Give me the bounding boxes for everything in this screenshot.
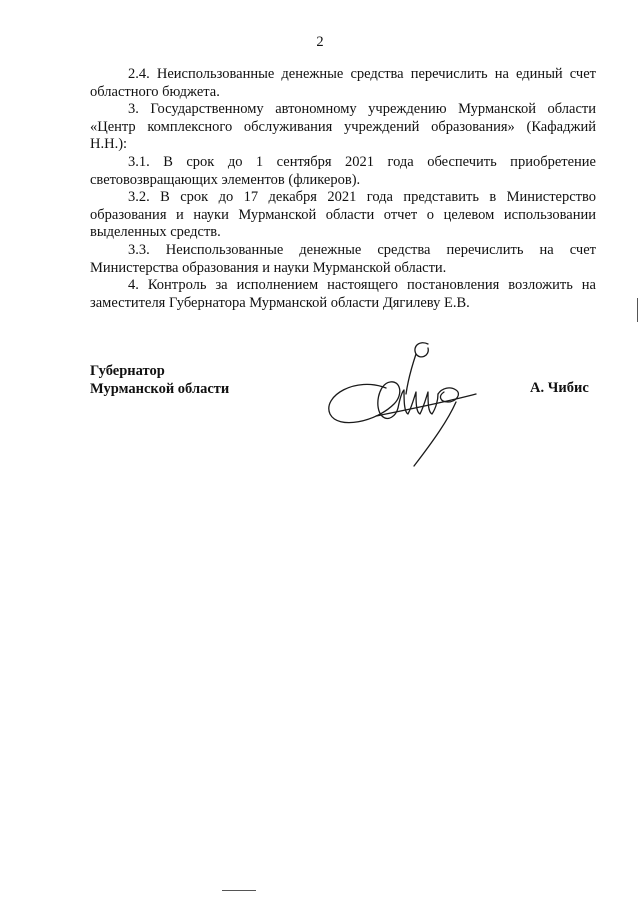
paragraph-4: 4. Контроль за исполнением настоящего постановления возложить на заместителя Губернатора Мурманской области Дягилеву Е.В. — [90, 277, 596, 311]
edge-mark — [637, 298, 638, 322]
paragraph-3-2: 3.2. В срок до 17 декабря 2021 года представить в Министерство образования и науки Мурманской области отчет о целевом использовании выделенных средств. — [90, 189, 596, 241]
paragraph-3-1: 3.1. В срок до 1 сентября 2021 года обеспечить приобретение световозвращающих элементов (фликеров). — [90, 153, 596, 188]
paragraph-2-4: 2.4. Неиспользованные денежные средства перечислить на единый счет областного бюджета. — [90, 66, 596, 100]
paragraph-3-3: 3.3. Неиспользованные денежные средства перечислить на счет Министерства образования и науки Мурманской области. — [90, 241, 596, 276]
signer-position — [90, 362, 229, 398]
signer-name: А. Чибис — [530, 380, 589, 396]
bottom-mark — [222, 890, 256, 891]
document-body — [90, 66, 596, 312]
signer-position-line2: Мурманской области — [90, 381, 230, 397]
handwritten-signature — [316, 336, 496, 476]
page-number: 2 — [316, 34, 324, 50]
signer-position-line1: Губернатор — [90, 363, 165, 379]
paragraph-3: 3. Государственному автономному учреждению Мурманской области «Центр комплексного обслуживания учреждений образования» (Кафаджий Н.Н.): — [90, 101, 596, 153]
